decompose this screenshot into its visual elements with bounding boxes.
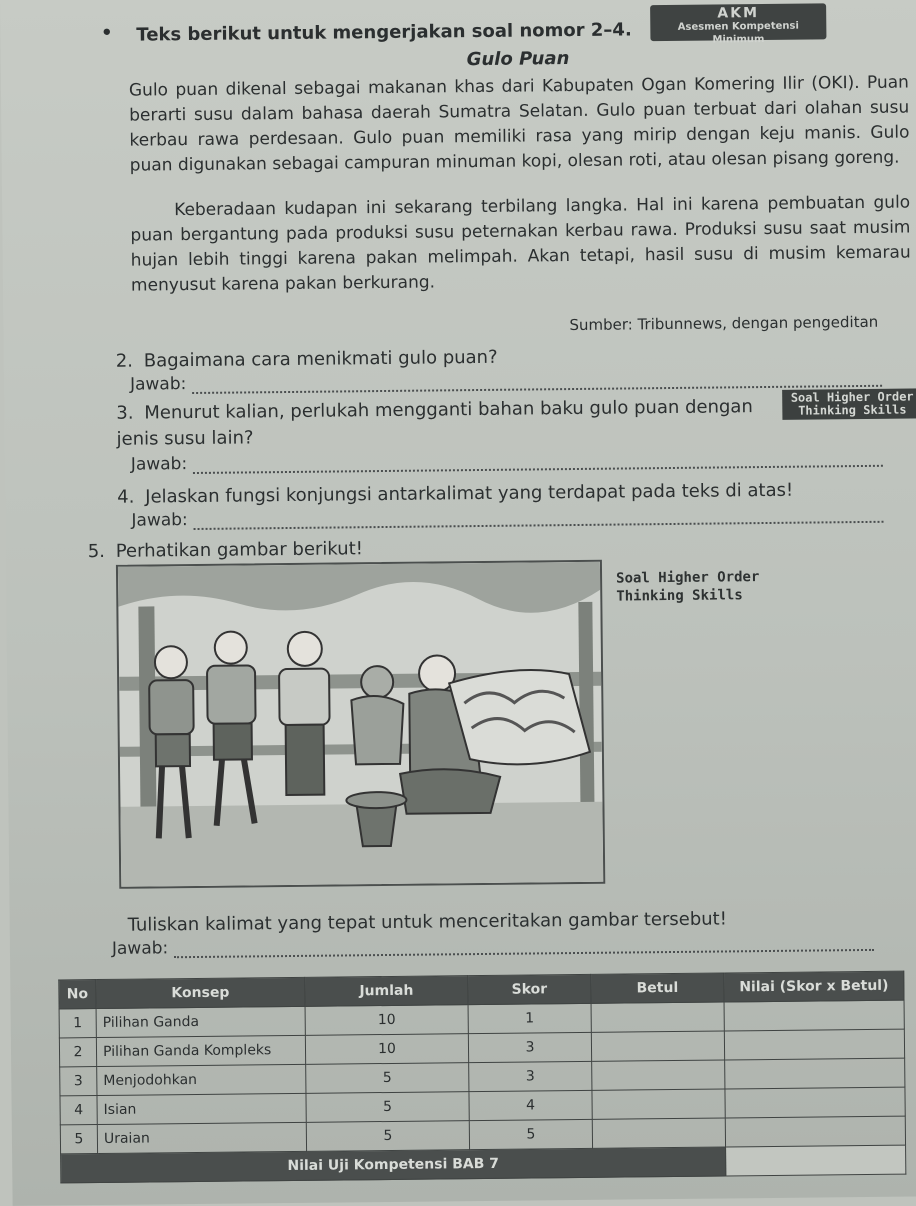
answer-label: Jawab: [129, 374, 187, 395]
header-nilai: Nilai (Skor x Betul) [724, 971, 904, 1002]
story-paragraph-1: Gulo puan dikenal sebagai makanan khas dari Kabupaten Ogan Komering Ilir (OKI). Puan berarti susu dalam bahasa daerah Sumatra Selatan. Gulo puan terbuat dari olahan susu kerbau rawa perdesaan. Gulo puan memiliki rasa yang mirip dengan keju manis. Gulo puan digunakan sebagai campuran minuman kopi, olesan roti, atau olesan pisang goreng. [128, 72, 910, 176]
score-table [58, 971, 906, 1184]
cell-betul[interactable] [592, 1089, 725, 1119]
cell-no: 3 [60, 1067, 97, 1096]
hots-line1: Soal Higher Order [616, 569, 760, 587]
question-number: 2. [115, 350, 134, 372]
story-source: Sumber: Tribunnews, dengan pengeditan [569, 312, 879, 335]
cell-no: 5 [60, 1125, 97, 1154]
cell-skor: 3 [468, 1032, 591, 1062]
hots-badge [782, 388, 916, 419]
answer-label: Jawab: [130, 454, 188, 475]
cell-skor: 5 [469, 1119, 592, 1149]
hots-line2: Thinking Skills [616, 587, 743, 605]
answer-label: Jawab: [131, 510, 188, 531]
question-3 [116, 394, 777, 453]
hots-label [616, 568, 760, 605]
question-4 [117, 480, 793, 508]
question-5 [88, 538, 363, 562]
cell-jumlah: 5 [306, 1121, 469, 1152]
cell-konsep: Pilihan Ganda [96, 1006, 305, 1037]
akm-label: AKM [717, 5, 760, 22]
batik-illustration-icon [116, 560, 605, 889]
story-paragraph-2: Keberadaan kudapan ini sekarang terbilang langka. Hal ini karena pembuatan gulo puan bergantung pada produksi susu peternakan kerbau rawa. Produksi susu saat musim hujan lebih tinggi karena pakan melimpah. Akan tetapi, hasil susu di musim kemarau menyusut karena pakan berkurang. [130, 192, 911, 296]
cell-jumlah: 10 [305, 1034, 468, 1065]
question-number: 3. [116, 402, 134, 424]
question-2 [116, 347, 498, 372]
intro-instruction: Teks berikut untuk mengerjakan soal nomor 2–4. [136, 19, 632, 46]
cell-jumlah: 5 [306, 1063, 469, 1094]
cell-betul[interactable] [591, 1031, 724, 1061]
cell-jumlah: 10 [305, 1005, 468, 1036]
answer-line[interactable] [193, 507, 883, 530]
answer-row-2 [130, 367, 882, 395]
header-skor: Skor [468, 974, 591, 1004]
question-text: Perhatikan gambar berikut! [115, 538, 364, 562]
cell-nilai-total[interactable] [726, 1145, 906, 1176]
answer-label: Jawab: [111, 938, 169, 959]
header-jumlah: Jumlah [305, 976, 468, 1007]
story-title: Gulo Puan [466, 48, 570, 71]
akm-badge [650, 3, 826, 46]
cell-no: 2 [59, 1038, 96, 1067]
question-5-instruction: Tuliskan kalimat yang tepat untuk menceritakan gambar tersebut! [127, 908, 728, 936]
bullet-icon: • [100, 20, 114, 46]
cell-nilai[interactable] [725, 1087, 905, 1118]
question-text: Menurut kalian, perlukah mengganti bahan baku gulo puan dengan jenis susu lain? [116, 396, 753, 450]
answer-row-5 [112, 931, 874, 959]
cell-nilai[interactable] [725, 1116, 905, 1147]
akm-sublabel: Asesmen Kompetensi Minimum [677, 20, 799, 46]
cell-konsep: Isian [97, 1093, 306, 1124]
question-number: 4. [117, 486, 135, 508]
answer-line[interactable] [192, 451, 882, 474]
header-betul: Betul [591, 973, 724, 1003]
cell-betul[interactable] [592, 1060, 725, 1090]
cell-nilai[interactable] [725, 1058, 905, 1089]
header-konsep: Konsep [96, 977, 305, 1008]
question-text: Bagaimana cara menikmati gulo puan? [143, 346, 498, 372]
cell-nilai[interactable] [724, 1029, 904, 1060]
answer-row-4 [131, 503, 883, 531]
cell-skor: 1 [468, 1003, 591, 1033]
cell-skor: 4 [469, 1090, 592, 1120]
cell-no: 1 [59, 1009, 96, 1038]
cell-skor: 3 [469, 1061, 592, 1091]
cell-betul[interactable] [592, 1118, 725, 1148]
table-footer-label: Nilai Uji Kompetensi BAB 7 [61, 1147, 726, 1183]
answer-line[interactable] [174, 935, 874, 958]
hots-line1: Soal Higher Order [790, 389, 914, 405]
header-no: No [59, 980, 96, 1009]
cell-no: 4 [60, 1096, 97, 1125]
cell-konsep: Menjodohkan [97, 1064, 306, 1095]
question-number: 5. [87, 540, 106, 563]
cell-jumlah: 5 [306, 1092, 469, 1123]
cell-konsep: Pilihan Ganda Kompleks [96, 1035, 305, 1066]
cell-nilai[interactable] [724, 1000, 904, 1031]
hots-line2: Thinking Skills [798, 402, 907, 418]
question-text: Jelaskan fungsi konjungsi antarkalimat yang terdapat pada teks di atas! [145, 479, 794, 508]
answer-line[interactable] [192, 371, 882, 394]
cell-betul[interactable] [591, 1002, 724, 1032]
cell-konsep: Uraian [97, 1122, 306, 1153]
